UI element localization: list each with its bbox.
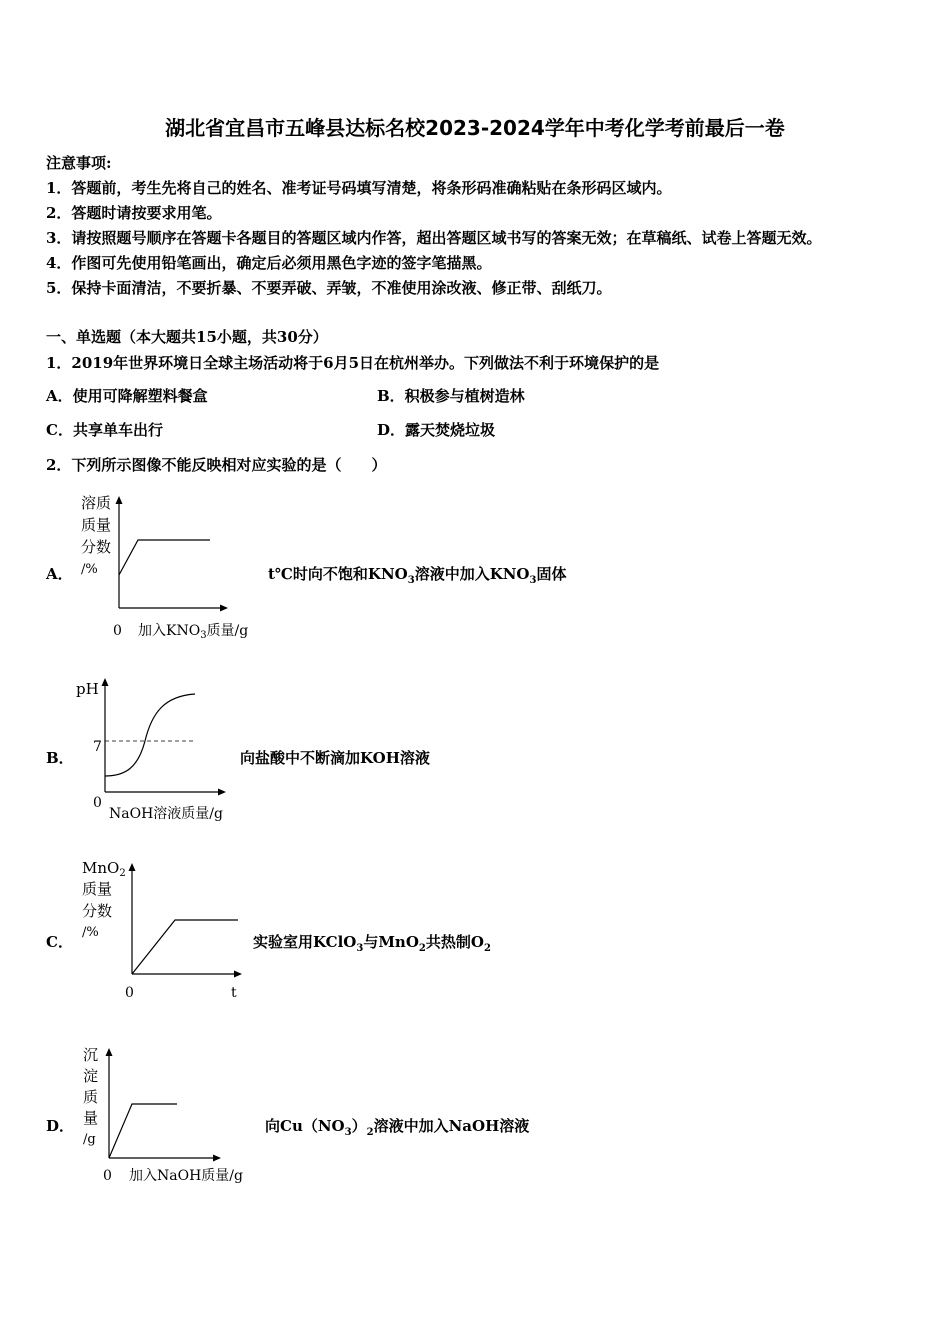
graph-d-origin: 0 [103,1168,112,1184]
graph-a-ylabel: 分数 [81,538,112,556]
graph-a [70,488,270,643]
graph-d-ylabel: 沉 [83,1046,99,1064]
q2-option-c-letter: C． [46,933,73,951]
graph-d-ylabel: 质 [83,1088,99,1106]
x-axis-arrow [234,971,242,978]
graph-a-origin: 0 [113,623,122,639]
graph-d-xlabel: 加入NaOH质量/g [129,1168,243,1184]
graph-c-ylabel: MnO$_2$ [82,859,126,879]
notice-item: 1．答题前，考生先将自己的姓名、准考证号码填写清楚，将条形码准确粘贴在条形码区域内。 [46,179,672,197]
curve [132,920,238,974]
document-title: 湖北省宜昌市五峰县达标名校2023-2024学年中考化学考前最后一卷 [165,116,785,140]
graph-d-ylabel: 淀 [83,1067,99,1085]
q2-option-a-letter: A． [46,565,73,583]
graph-b-xlabel: NaOH溶液质量/g [109,806,223,822]
graph-a-xlabel: 加入$KNO_3$质量/g [138,623,249,641]
q1-option-b: B．积极参与植树造林 [377,387,525,405]
x-axis-arrow [218,789,226,796]
graph-c [70,855,260,1005]
graph-d-ylabel: 量 [83,1109,99,1127]
graph-b-ylabel: pH [76,680,99,698]
notice-item: 4．作图可先使用铅笔画出，确定后必须用黑色字迹的签字笔描黑。 [46,254,492,272]
y-axis-arrow [106,1048,113,1056]
graph-b-ref: 7 [93,739,102,755]
graph-c-origin: 0 [125,985,134,1001]
q2-option-d-letter: D． [46,1117,75,1135]
notice-item: 3．请按照题号顺序在答题卡各题目的答题区域内作答，超出答题区域书写的答案无效；在草稿纸、试卷上答题无效。 [46,229,822,247]
graph-b-origin: 0 [93,795,102,811]
y-axis-arrow [129,863,136,871]
graph-c-ylabel: /% [82,925,99,940]
q2-option-b-letter: B． [46,749,74,767]
x-axis-arrow [213,1155,221,1162]
graph-d-ylabel: /g [83,1132,96,1147]
q2-option-b-desc: 向盐酸中不断滴加KOH溶液 [240,749,430,767]
graph-a-ylabel: 质量 [81,516,112,534]
graph-c-ylabel: 分数 [82,902,113,920]
y-axis-arrow [116,496,123,504]
q2-option-a-desc: t℃时向不饱和$KNO_3$溶液中加入$KNO_3$固体 [268,565,567,586]
q1-option-d: D．露天焚烧垃圾 [377,421,496,439]
question-2-stem: 2．下列所示图像不能反映相对应实验的是（ ） [46,456,387,474]
graph-b [70,672,245,827]
section-heading: 一、单选题（本大题共15小题，共30分） [46,328,328,346]
q2-option-c-desc: 实验室用KClO$_3$与MnO$_2$共热制$O_2$ [253,933,491,954]
curve [119,540,210,575]
question-1-stem: 1．2019年世界环境日全球主场活动将于6月5日在杭州举办。下列做法不利于环境保护的是 [46,354,660,372]
graph-c-xlabel: t [231,985,237,1001]
curve [109,1104,177,1158]
graph-a-ylabel: /% [81,562,98,577]
graph-a-ylabel: 溶质 [81,494,112,512]
graph-d [70,1040,265,1190]
x-axis-arrow [220,605,228,612]
curve [105,694,195,776]
y-axis-arrow [102,678,109,686]
notice-item: 2．答题时请按要求用笔。 [46,204,222,222]
graph-c-ylabel: 质量 [82,880,113,898]
q1-option-c: C．共享单车出行 [46,421,163,439]
notice-item: 5．保持卡面清洁，不要折暴、不要弄破、弄皱，不准使用涂改液、修正带、刮纸刀。 [46,279,612,297]
notice-heading: 注意事项: [46,154,112,172]
q1-option-a: A．使用可降解塑料餐盒 [46,387,208,405]
q2-option-d-desc: 向$Cu(NO_3)_2$溶液中加入NaOH溶液 [265,1117,530,1138]
